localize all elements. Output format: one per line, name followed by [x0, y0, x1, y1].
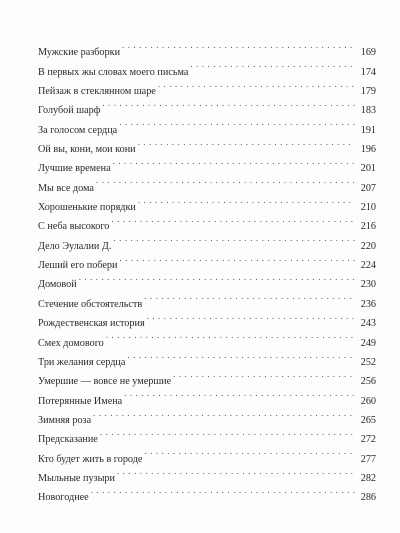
toc-entry-title: Зимняя роза	[38, 414, 92, 426]
toc-entry-title: Потерянные Имена	[38, 395, 123, 407]
toc-entry-title: Мыльные пузыри	[38, 472, 115, 484]
toc-entry-page: 236	[360, 298, 376, 310]
toc-entry-page: 249	[360, 337, 376, 349]
toc-entry-page: 282	[360, 472, 376, 484]
toc-dot-leader	[119, 249, 355, 268]
toc-entry-page: 224	[360, 260, 376, 272]
toc-entry	[38, 287, 376, 310]
toc-entry-title: Домовой	[38, 279, 77, 291]
toc-entry-title: Предсказание	[38, 434, 98, 446]
toc-entry-page: 210	[360, 202, 376, 214]
toc-dot-leader	[122, 36, 355, 55]
toc-dot-leader	[127, 346, 355, 365]
toc-dot-leader	[113, 229, 355, 248]
toc-entry-title: С неба высокого	[38, 221, 110, 233]
toc-entry-title: Рождественская история	[38, 318, 145, 330]
toc-entry-page: 169	[360, 47, 376, 59]
toc-entry-title: Мужские разборки	[38, 47, 121, 59]
toc-entry-page: 179	[360, 86, 376, 98]
table-of-contents	[38, 36, 376, 504]
toc-entry-title: Пейзаж в стеклянном шаре	[38, 86, 156, 98]
toc-dot-leader	[147, 307, 355, 326]
toc-entry-page: 265	[360, 414, 376, 426]
toc-entry-title: Умершие — вовсе не умершие	[38, 376, 172, 388]
toc-entry-page: 220	[360, 240, 376, 252]
toc-entry-title: В первых жы словах моего письма	[38, 66, 189, 78]
toc-entry-title: Хорошенькие порядки	[38, 202, 136, 214]
toc-dot-leader	[144, 442, 355, 461]
toc-entry-page: 216	[360, 221, 376, 233]
toc-entry-title: Ой вы, кони, мои кони	[38, 144, 136, 156]
toc-dot-leader	[102, 94, 355, 113]
toc-entry-page: 191	[360, 124, 376, 136]
toc-entry-title: Леший его побери	[38, 260, 118, 272]
toc-entry	[38, 268, 376, 291]
toc-entry-title: Смех домового	[38, 337, 104, 349]
toc-dot-leader	[113, 152, 355, 171]
toc-entry-page: 201	[360, 163, 376, 175]
toc-dot-leader	[117, 462, 355, 481]
toc-dot-leader	[124, 384, 355, 403]
toc-entry-title: Три желания сердца	[38, 356, 126, 368]
toc-entry-title: Дело Эулалии Д.	[38, 240, 112, 252]
toc-dot-leader	[106, 326, 355, 345]
toc-dot-leader	[100, 423, 355, 442]
toc-dot-leader	[138, 191, 355, 210]
toc-entry-title: Новогоднее	[38, 492, 89, 504]
toc-entry-page: 196	[360, 144, 376, 156]
toc-dot-leader	[79, 268, 355, 287]
toc-entry-title: Стечение обстоятельств	[38, 298, 143, 310]
toc-entry-page: 260	[360, 395, 376, 407]
toc-entry-page: 252	[360, 356, 376, 368]
toc-dot-leader	[91, 481, 355, 500]
toc-entry-page: 256	[360, 376, 376, 388]
toc-entry-page: 272	[360, 434, 376, 446]
toc-entry-title: Мы все дома	[38, 182, 94, 194]
toc-dot-leader	[158, 75, 355, 94]
toc-dot-leader	[96, 171, 355, 190]
toc-dot-leader	[173, 365, 355, 384]
toc-dot-leader	[111, 210, 355, 229]
toc-dot-leader	[144, 287, 355, 306]
toc-dot-leader	[138, 133, 355, 152]
toc-entry-page: 183	[360, 105, 376, 117]
toc-entry-title: Кто будет жить в городе	[38, 453, 143, 465]
toc-entry-page: 230	[360, 279, 376, 291]
toc-entry-page: 277	[360, 453, 376, 465]
toc-dot-leader	[119, 113, 355, 132]
toc-dot-leader	[93, 404, 355, 423]
toc-entry-title: Голубой шарф	[38, 105, 101, 117]
toc-entry-page: 207	[360, 182, 376, 194]
toc-entry-title: За голосом сердца	[38, 124, 118, 136]
toc-dot-leader	[190, 55, 355, 74]
toc-entry	[38, 36, 376, 59]
toc-entry-page: 286	[360, 492, 376, 504]
toc-entry-title: Лучшие времена	[38, 163, 111, 175]
toc-entry-page: 243	[360, 318, 376, 330]
toc-entry-page: 174	[360, 66, 376, 78]
